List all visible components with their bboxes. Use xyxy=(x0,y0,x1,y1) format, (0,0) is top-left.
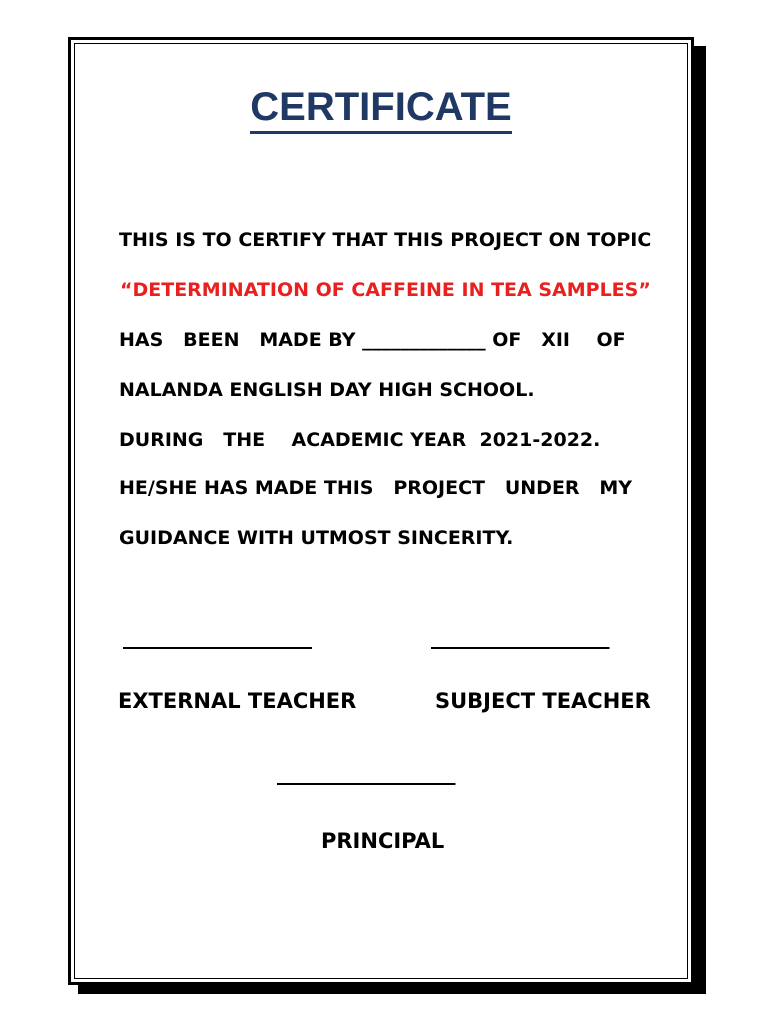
academic-year-line: DURING THE ACADEMIC YEAR 2021-2022. xyxy=(119,429,601,451)
external-teacher-label: EXTERNAL TEACHER xyxy=(118,689,357,713)
school-line: NALANDA ENGLISH DAY HIGH SCHOOL. xyxy=(119,379,535,401)
subject-teacher-signature-line: _________________ xyxy=(431,625,610,649)
certificate-title xyxy=(71,84,691,130)
certify-line: THIS IS TO CERTIFY THAT THIS PROJECT ON TOPIC xyxy=(119,229,652,251)
subject-teacher-label: SUBJECT TEACHER xyxy=(435,689,651,713)
sincerity-line: GUIDANCE WITH UTMOST SINCERITY. xyxy=(119,527,514,549)
guidance-line: HE/SHE HAS MADE THIS PROJECT UNDER MY xyxy=(119,477,633,499)
project-topic: “DETERMINATION OF CAFFEINE IN TEA SAMPLES” xyxy=(120,279,651,301)
certificate-frame xyxy=(68,37,694,985)
made-by-line: HAS BEEN MADE BY _____________ OF XII OF xyxy=(119,329,626,351)
principal-label: PRINCIPAL xyxy=(321,829,445,853)
certificate-title-text: CERTIFICATE xyxy=(250,85,511,134)
external-teacher-signature-line: __________________ xyxy=(123,625,312,649)
principal-signature-line: _________________ xyxy=(277,761,456,785)
